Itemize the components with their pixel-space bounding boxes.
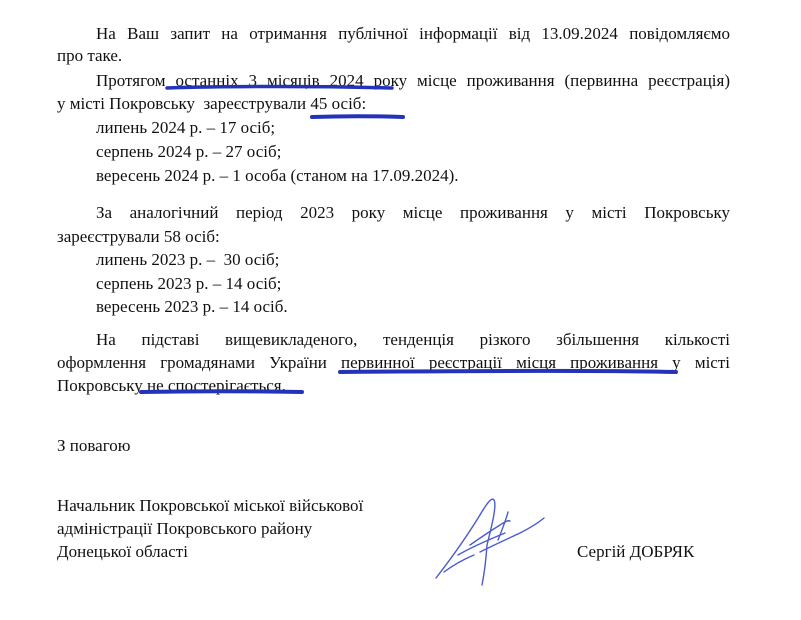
paragraph-4-line-2: оформлення громадянами України первинної реєстрації місця проживання у місті xyxy=(57,353,730,372)
list-item-2024-july: липень 2024 р. – 17 осіб; xyxy=(96,118,276,137)
paragraph-2-line-1: Протягом останніх 3 місяців 2024 року місце проживання (первинна реєстрація) xyxy=(96,71,730,90)
paragraph-1-line-1: На Ваш запит на отримання публічної інформації від 13.09.2024 повідомляємо xyxy=(96,24,730,43)
annotation-underline-count xyxy=(312,116,403,117)
list-item-2023-august: серпень 2023 р. – 14 осіб; xyxy=(96,274,282,293)
signatory-title-line-3: Донецької області xyxy=(57,542,188,561)
paragraph-3-line-1: За аналогічний період 2023 року місце проживання у місті Покровську xyxy=(96,203,730,222)
paragraph-4-line-1: На підставі вищевикладеного, тенденція різкого збільшення кількості xyxy=(96,330,730,349)
list-item-2023-september: вересень 2023 р. – 14 осіб. xyxy=(96,297,288,316)
paragraph-2-line-2: у місті Покровську зареєстрували 45 осіб: xyxy=(57,94,367,113)
annotation-underline-conclusion xyxy=(141,391,302,392)
annotation-underline-registration xyxy=(340,371,676,372)
list-item-2023-july: липень 2023 р. – 30 осіб; xyxy=(96,250,280,269)
annotation-underline-period xyxy=(167,87,392,89)
handwritten-signature xyxy=(436,499,544,585)
paragraph-1-line-2: про таке. xyxy=(57,46,123,65)
paragraph-4-line-3: Покровську не спостерігається. xyxy=(57,376,286,395)
signatory-title-line-1: Начальник Покровської міської військової xyxy=(57,496,364,515)
closing-phrase: З повагою xyxy=(57,436,131,455)
list-item-2024-august: серпень 2024 р. – 27 осіб; xyxy=(96,142,282,161)
list-item-2024-september: вересень 2024 р. – 1 особа (станом на 17.09.2024). xyxy=(96,166,459,185)
paragraph-3-line-2: зареєстрували 58 осіб: xyxy=(57,227,220,246)
signatory-name: Сергій ДОБРЯК xyxy=(577,542,695,561)
signatory-title-line-2: адміністрації Покровського району xyxy=(57,519,313,538)
